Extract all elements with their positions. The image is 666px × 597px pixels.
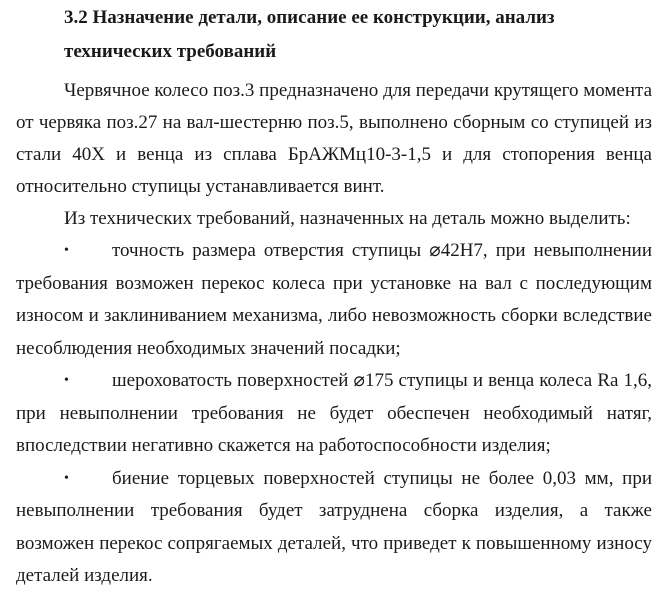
- paragraph-requirements-intro: Из технических требований, назначенных на деталь можно выделить:: [64, 208, 631, 229]
- list-item-text: биение торцевых поверхностей ступицы не более 0,03 мм, при невыполнении требования будет затруднена сборка изделия, а также возможен перекос сопрягаемых деталей, что приведет к повышенному износу деталей изделия.: [16, 467, 652, 586]
- list-item-text: точность размера отверстия ступицы ⌀42Н7, при невыполнении требования возможен перекос колеса при установке на вал с последующим износом и заклиниванием механизма, либо невозможность сборки вследствие несоблюдения необходимых значений посадки;: [16, 240, 652, 359]
- list-item: [16, 463, 652, 593]
- bullet-marker: •: [64, 243, 69, 258]
- document-page: [16, 0, 652, 593]
- bullet-marker: •: [64, 470, 69, 486]
- section-heading-line-2: технических требований: [64, 41, 277, 62]
- section-heading: [16, 0, 652, 69]
- list-item-text: шероховатость поверхностей ⌀175 ступицы и венца колеса Ra 1,6, при невыполнении требования не будет обеспечен необходимый натяг, впоследствии негативно скажется на работоспособности изделия;: [16, 370, 652, 456]
- list-item: [16, 365, 652, 463]
- bullet-marker: •: [64, 373, 69, 388]
- list-item: [16, 235, 652, 365]
- paragraph-description: Червячное колесо поз.3 предназначено для передачи крутящего момента от червяка поз.27 на вал-шестерню поз.5, выполнено сборным со ступицей из стали 40Х и венца из сплава БрАЖМц10-3-1,5 и для стопорения венца относительно ступицы устанавливается винт.: [16, 80, 652, 197]
- section-heading-line-1: 3.2 Назначение детали, описание ее конструкции, анализ: [64, 7, 555, 28]
